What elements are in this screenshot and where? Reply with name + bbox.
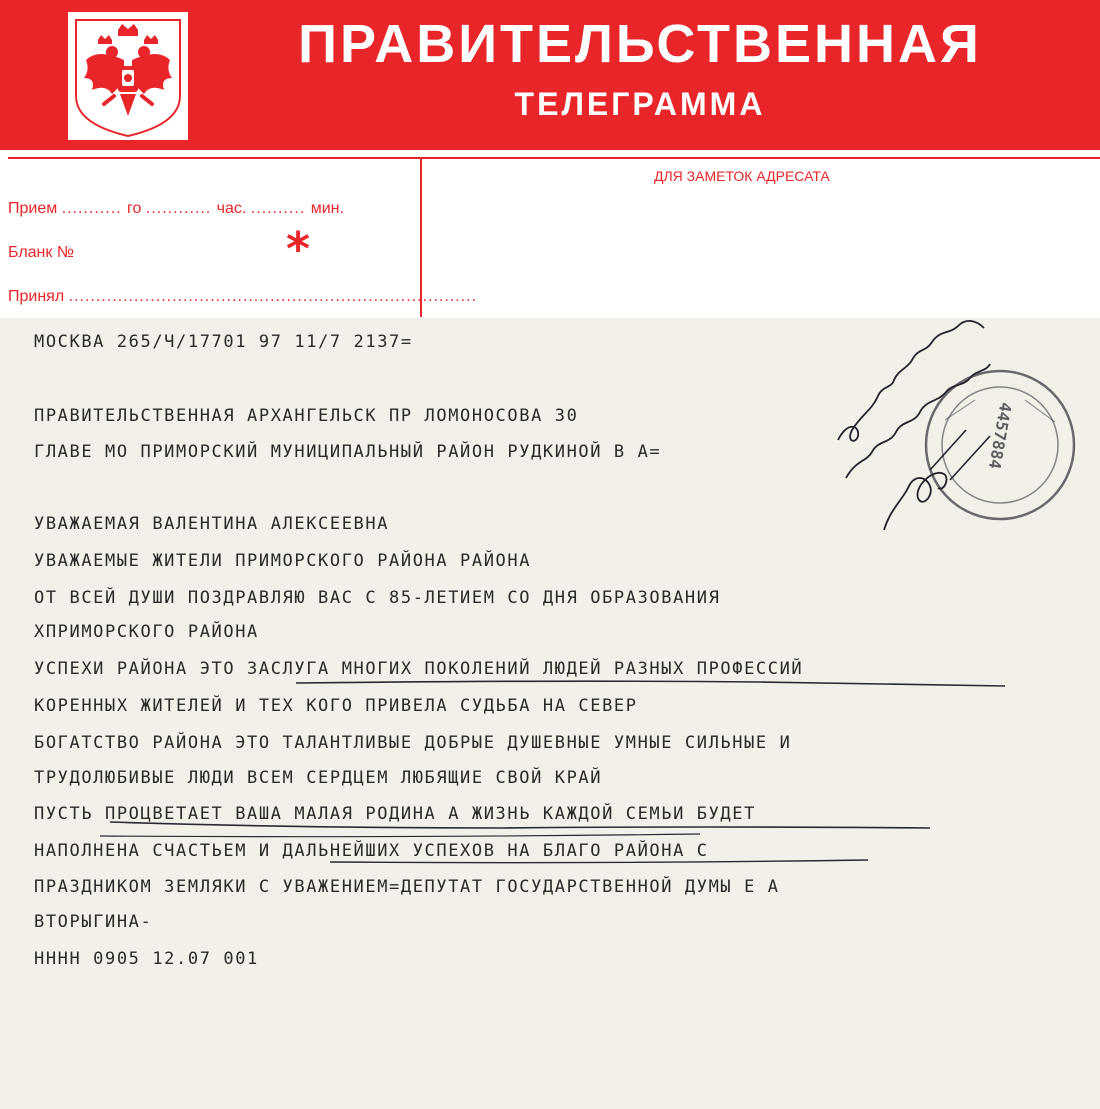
telegram-line: ПРАВИТЕЛЬСТВЕННАЯ АРХАНГЕЛЬСК ПР ЛОМОНОСОВА 30 [34,406,579,426]
telegram-title: ПРАВИТЕЛЬСТВЕННАЯ [298,14,982,74]
accepted-label: Принял [8,288,65,305]
telegram-line: КОРЕННЫХ ЖИТЕЛЕЙ И ТЕХ КОГО ПРИВЕЛА СУДЬБА НА СЕВЕР [34,696,638,716]
telegram-line: УВАЖАЕМЫЕ ЖИТЕЛИ ПРИМОРСКОГО РАЙОНА РАЙОНА [34,551,532,571]
telegram-line: УВАЖАЕМАЯ ВАЛЕНТИНА АЛЕКСЕЕВНА [34,514,390,534]
reception-label: Прием [8,200,58,217]
telegram-line: ПУСТЬ ПРОЦВЕТАЕТ ВАША МАЛАЯ РОДИНА А ЖИЗНЬ КАЖДОЙ СЕМЬИ БУДЕТ [34,804,756,824]
reception-min-label: мин. [310,200,344,217]
telegram-line: БОГАТСТВО РАЙОНА ЭТО ТАЛАНТЛИВЫЕ ДОБРЫЕ ДУШЕВНЫЕ УМНЫЕ СИЛЬНЫЕ И [34,733,792,753]
reception-hour-label: час. [216,200,247,217]
telegram-line: УСПЕХИ РАЙОНА ЭТО ЗАСЛУГА МНОГИХ ПОКОЛЕНИЙ ЛЮДЕЙ РАЗНЫХ ПРОФЕССИЙ [34,659,804,679]
telegram-line: ОТ ВСЕЙ ДУШИ ПОЗДРАВЛЯЮ ВАС С 85-ЛЕТИЕМ СО ДНЯ ОБРАЗОВАНИЯ [34,588,721,608]
telegram-line: ТРУДОЛЮБИВЫЕ ЛЮДИ ВСЕМ СЕРДЦЕМ ЛЮБЯЩИЕ СВОЙ КРАЙ [34,768,603,788]
reception-field: Прием ........... го ............ час. .......... мин. [8,200,344,217]
telegram-line: МОСКВА 265/Ч/17701 97 11/7 2137= [34,332,413,352]
telegram-line: НАПОЛНЕНА СЧАСТЬЕМ И ДАЛЬНЕЙШИХ УСПЕХОВ НА БЛАГО РАЙОНА С [34,841,709,861]
blank-number-label: Бланк № [8,244,74,261]
reception-go-label: го [127,200,142,217]
telegram-line: НННН 0905 12.07 001 [34,949,259,969]
telegram-line: ПРАЗДНИКОМ ЗЕМЛЯКИ С УВАЖЕНИЕМ=ДЕПУТАТ ГОСУДАРСТВЕННОЙ ДУМЫ Е А [34,877,780,897]
telegram-line: ХПРИМОРСКОГО РАЙОНА [34,622,259,642]
telegram-line: ГЛАВЕ МО ПРИМОРСКИЙ МУНИЦИПАЛЬНЫЙ РАЙОН РУДКИНОЙ В А= [34,442,662,462]
telegram-line: ВТОРЫГИНА- [34,912,153,932]
asterisk-icon: * [286,222,311,276]
recipient-notes-label: ДЛЯ ЗАМЕТОК АДРЕСАТА [654,168,830,184]
stamp-number: 4457884 [984,400,1016,471]
telegram-subtitle: ТЕЛЕГРАММА [514,86,766,122]
accepted-field: Принял ........................................................................... [8,288,478,305]
